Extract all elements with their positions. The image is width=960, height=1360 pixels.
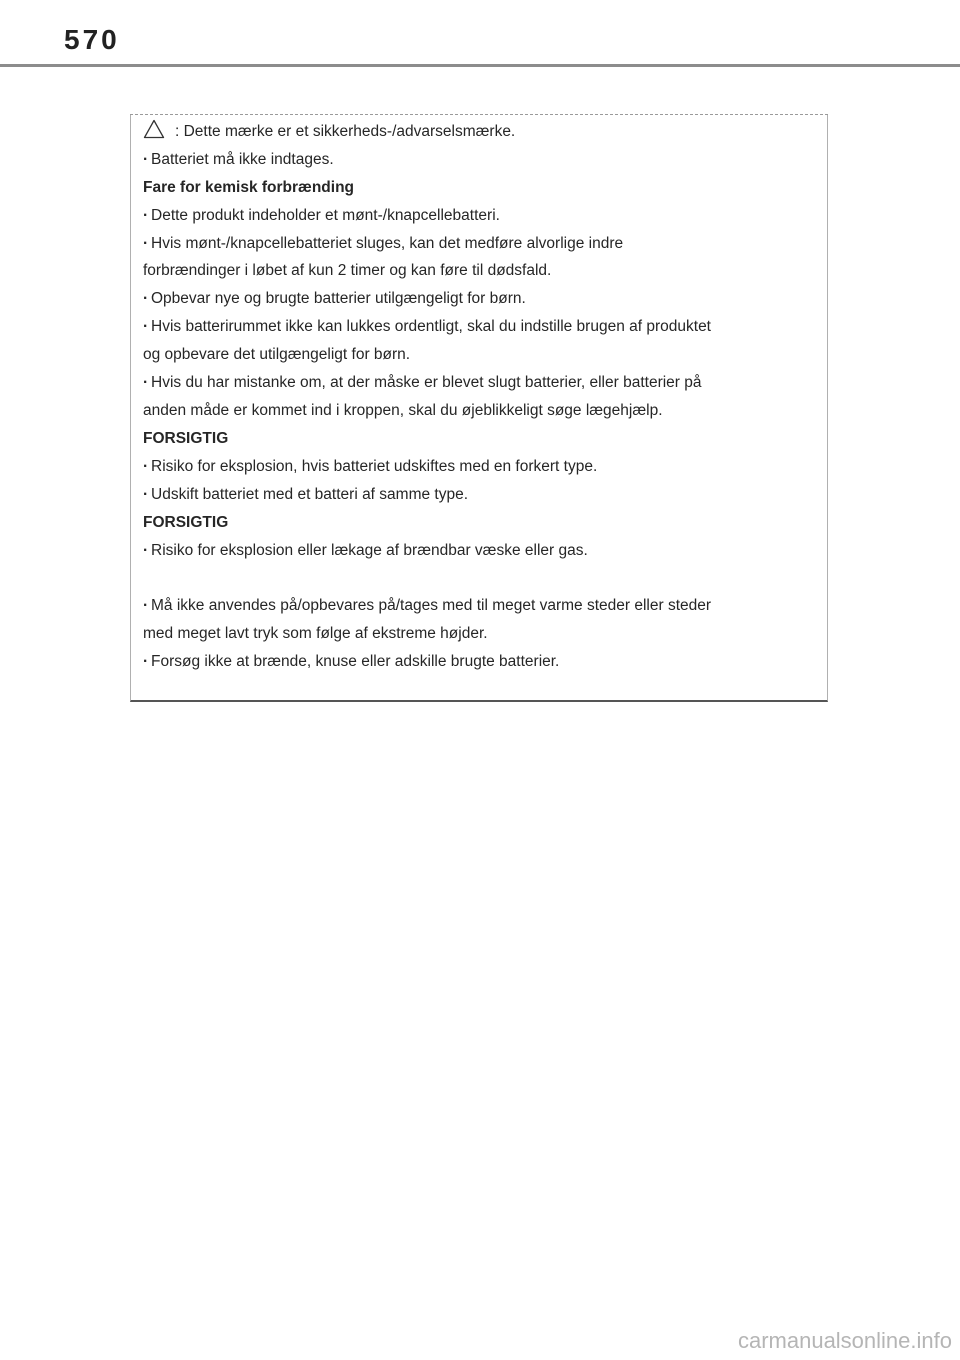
- warning-heading-chemical-burn: Fare for kemisk forbrænding: [143, 179, 355, 196]
- page-number: 570: [64, 24, 120, 55]
- caution-line-do-not-burn: · Forsøg ikke at brænde, knuse eller adskille brugte batterier.: [143, 653, 559, 671]
- caution-heading-2: FORSIGTIG: [143, 514, 229, 531]
- warning-line-compartment: · Hvis batterirummet ikke kan lukkes ordentligt, skal du indstille brugen af produktet: [143, 318, 711, 336]
- watermark: carmanualsonline.info: [737, 1328, 952, 1353]
- header-divider: [0, 64, 960, 67]
- warning-box-top-rule: [130, 114, 828, 115]
- warning-line-contains-battery: · Dette produkt indeholder et mønt-/knapcellebatteri.: [143, 207, 500, 225]
- caution-line-wrong-type: · Risiko for eksplosion, hvis batteriet udskiftes med en forkert type.: [143, 458, 597, 476]
- warning-line-if-swallowed-cont: forbrændinger i løbet af kun 2 timer og kan føre til dødsfald.: [143, 262, 552, 279]
- warning-line-swallow: · Batteriet må ikke indtages.: [143, 151, 334, 169]
- warning-line-suspect: · Hvis du har mistanke om, at der måske er blevet slugt batterier, eller batterier på: [143, 374, 702, 392]
- caution-line-hot-places: · Må ikke anvendes på/opbevares på/tages med til meget varme steder eller steder: [143, 597, 711, 615]
- warning-symbol-text: : Dette mærke er et sikkerheds-/advarselsmærke.: [175, 123, 516, 140]
- caution-line-hot-places-cont: med meget lavt tryk som følge af ekstreme højder.: [143, 625, 488, 642]
- caution-heading-1: FORSIGTIG: [143, 430, 229, 447]
- warning-triangle-icon: [143, 119, 165, 144]
- warning-line-if-swallowed: · Hvis mønt-/knapcellebatteriet sluges, kan det medføre alvorlige indre: [143, 235, 623, 253]
- caution-line-leakage: · Risiko for eksplosion eller lækage af brændbar væske eller gas.: [143, 542, 588, 560]
- warning-symbol-line: [143, 119, 515, 144]
- warning-line-suspect-cont: anden måde er kommet ind i kroppen, skal du øjeblikkeligt søge lægehjælp.: [143, 402, 663, 419]
- warning-line-compartment-cont: og opbevare det utilgængeligt for børn.: [143, 346, 411, 363]
- caution-line-same-type: · Udskift batteriet med et batteri af samme type.: [143, 486, 468, 504]
- warning-line-keep-away: · Opbevar nye og brugte batterier utilgængeligt for børn.: [143, 290, 526, 308]
